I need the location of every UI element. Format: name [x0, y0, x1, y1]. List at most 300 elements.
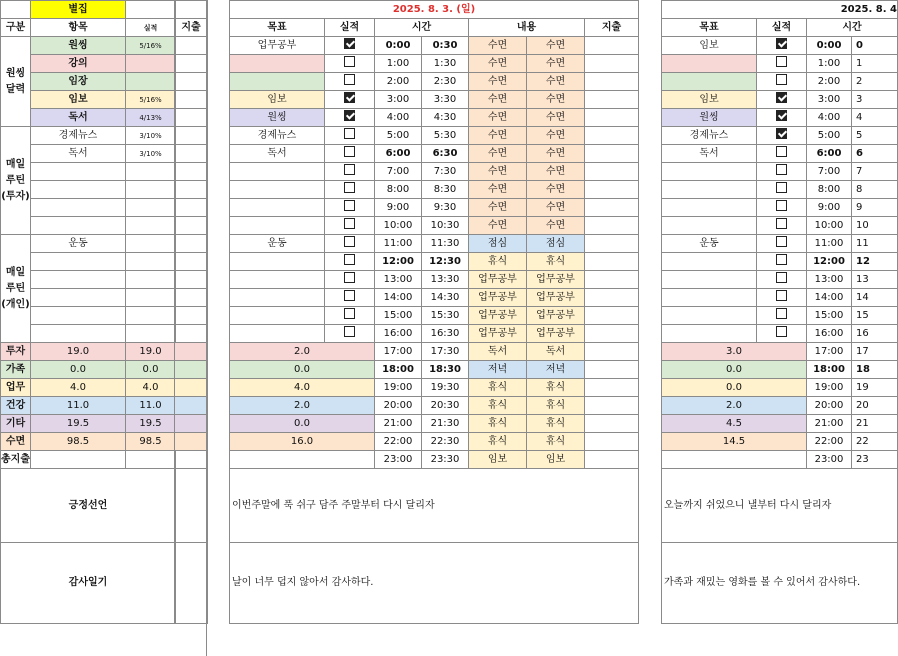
spend-cell[interactable] [585, 289, 639, 307]
content-cell[interactable]: 임보 [527, 451, 585, 469]
goal-cell[interactable]: 운동 [230, 235, 325, 253]
date-title: 2025. 8. 4 [662, 1, 898, 19]
time-half: 14 [852, 289, 898, 307]
content-cell[interactable]: 휴식 [469, 433, 527, 451]
time-start: 4:00 [807, 109, 852, 127]
time-row [230, 433, 639, 451]
summary-actual [126, 451, 176, 469]
unchecked-checkbox-icon[interactable] [776, 326, 787, 337]
goal-cell[interactable] [230, 199, 325, 217]
time-row [230, 235, 639, 253]
item-name[interactable]: 독서 [31, 109, 126, 127]
declaration-row [1, 469, 176, 543]
checked-checkbox-icon[interactable] [776, 128, 787, 139]
time-half: 16 [852, 325, 898, 343]
item-row [1, 37, 176, 55]
col-done: 실적 [325, 19, 375, 37]
content-cell[interactable]: 업무공부 [527, 271, 585, 289]
goal-cell[interactable] [662, 55, 757, 73]
time-start: 13:00 [807, 271, 852, 289]
item-result [126, 73, 176, 91]
category-total: 2.0 [662, 397, 807, 415]
unchecked-checkbox-icon[interactable] [344, 290, 355, 301]
category-total: 4.0 [230, 379, 375, 397]
item-result [126, 325, 176, 343]
content-cell[interactable]: 수면 [469, 91, 527, 109]
goal-cell[interactable]: 임보 [662, 37, 757, 55]
time-start: 18:00 [375, 361, 422, 379]
spend-cell[interactable] [585, 343, 639, 361]
goal-cell[interactable]: 경제뉴스 [662, 127, 757, 145]
goal-cell[interactable]: 업무공부 [230, 37, 325, 55]
content-cell[interactable]: 휴식 [527, 397, 585, 415]
content-cell[interactable]: 업무공부 [469, 289, 527, 307]
time-half: 10:30 [422, 217, 469, 235]
item-result [126, 235, 176, 253]
spend-cell[interactable] [585, 145, 639, 163]
col-goal: 목표 [230, 19, 325, 37]
category-total: 0.0 [662, 379, 807, 397]
content-cell[interactable]: 수면 [527, 55, 585, 73]
unchecked-checkbox-icon[interactable] [344, 74, 355, 85]
content-cell[interactable]: 저녁 [469, 361, 527, 379]
content-cell[interactable]: 수면 [469, 181, 527, 199]
goal-cell[interactable] [662, 163, 757, 181]
time-half: 3 [852, 91, 898, 109]
header-row [230, 19, 639, 37]
time-start: 20:00 [375, 397, 422, 415]
item-row [1, 127, 176, 145]
time-half: 3:30 [422, 91, 469, 109]
time-row [662, 109, 898, 127]
time-start: 7:00 [375, 163, 422, 181]
content-cell[interactable]: 수면 [469, 109, 527, 127]
time-row [230, 289, 639, 307]
spend-cell[interactable] [585, 379, 639, 397]
time-row [662, 343, 898, 361]
unchecked-checkbox-icon[interactable] [776, 56, 787, 67]
spend-cell[interactable] [585, 235, 639, 253]
item-name[interactable] [31, 199, 126, 217]
time-start: 20:00 [807, 397, 852, 415]
content-cell[interactable]: 업무공부 [469, 271, 527, 289]
goal-cell[interactable] [230, 73, 325, 91]
unchecked-checkbox-icon[interactable] [776, 236, 787, 247]
item-result [126, 271, 176, 289]
time-row [662, 181, 898, 199]
done-cell [325, 199, 375, 217]
col-category: 구분 [1, 19, 31, 37]
content-cell[interactable]: 휴식 [469, 253, 527, 271]
summary-panel [0, 0, 176, 624]
item-name[interactable] [31, 289, 126, 307]
item-name[interactable]: 운동 [31, 235, 126, 253]
goal-cell[interactable] [230, 163, 325, 181]
done-cell [325, 253, 375, 271]
time-start: 15:00 [375, 307, 422, 325]
time-row [662, 433, 898, 451]
goal-cell[interactable] [230, 307, 325, 325]
content-cell[interactable]: 휴식 [469, 415, 527, 433]
item-name[interactable] [31, 217, 126, 235]
checked-checkbox-icon[interactable] [344, 110, 355, 121]
content-cell[interactable]: 휴식 [527, 253, 585, 271]
content-cell[interactable]: 수면 [469, 37, 527, 55]
item-name[interactable] [31, 181, 126, 199]
done-cell [325, 55, 375, 73]
col-result: 실적 [126, 19, 176, 37]
spend-cell[interactable] [585, 127, 639, 145]
goal-cell[interactable] [662, 289, 757, 307]
time-start: 5:00 [375, 127, 422, 145]
summary-plan: 19.5 [31, 415, 126, 433]
item-result: 4/13% [126, 109, 176, 127]
time-start: 12:00 [375, 253, 422, 271]
checked-checkbox-icon[interactable] [776, 92, 787, 103]
gratitude-text[interactable]: 가족과 재밌는 영화를 볼 수 있어서 감사하다. [662, 543, 898, 624]
goal-cell[interactable]: 독서 [662, 145, 757, 163]
time-row [230, 163, 639, 181]
content-cell[interactable]: 수면 [527, 181, 585, 199]
time-row [230, 271, 639, 289]
time-row [230, 343, 639, 361]
spend-cell[interactable] [585, 415, 639, 433]
item-name[interactable]: 임보 [31, 91, 126, 109]
content-cell[interactable]: 수면 [469, 55, 527, 73]
item-result [126, 307, 176, 325]
time-row [230, 325, 639, 343]
time-row [230, 55, 639, 73]
time-row [662, 37, 898, 55]
content-cell[interactable]: 독서 [527, 343, 585, 361]
content-cell[interactable]: 독서 [469, 343, 527, 361]
time-start: 14:00 [375, 289, 422, 307]
spend-cell[interactable] [585, 199, 639, 217]
unchecked-checkbox-icon[interactable] [344, 182, 355, 193]
item-name[interactable]: 경제뉴스 [31, 127, 126, 145]
time-start: 3:00 [807, 91, 852, 109]
time-half: 8 [852, 181, 898, 199]
content-cell[interactable]: 수면 [469, 145, 527, 163]
spend-cell[interactable] [585, 325, 639, 343]
done-cell [757, 55, 807, 73]
time-start: 21:00 [807, 415, 852, 433]
item-result [126, 217, 176, 235]
frozen-divider [206, 0, 207, 656]
goal-cell[interactable] [662, 181, 757, 199]
content-cell[interactable]: 업무공부 [527, 307, 585, 325]
content-cell[interactable]: 업무공부 [469, 307, 527, 325]
item-result [126, 289, 176, 307]
time-start: 23:00 [375, 451, 422, 469]
checked-checkbox-icon[interactable] [344, 38, 355, 49]
summary-plan: 98.5 [31, 433, 126, 451]
spend-cell[interactable] [585, 73, 639, 91]
goal-cell[interactable] [662, 253, 757, 271]
declaration-text[interactable]: 이번주말에 푹 쉬구 담주 주말부터 다시 달리자 [230, 469, 639, 543]
done-cell [757, 289, 807, 307]
goal-cell[interactable] [230, 217, 325, 235]
summary-actual: 19.5 [126, 415, 176, 433]
content-cell[interactable]: 휴식 [469, 397, 527, 415]
spend-cell[interactable] [585, 37, 639, 55]
unchecked-checkbox-icon[interactable] [344, 200, 355, 211]
content-cell[interactable]: 수면 [527, 127, 585, 145]
declaration-row [230, 469, 639, 543]
item-name[interactable]: 독서 [31, 145, 126, 163]
time-start: 0:00 [375, 37, 422, 55]
goal-cell[interactable] [662, 217, 757, 235]
done-cell [325, 325, 375, 343]
spend-cell[interactable] [585, 181, 639, 199]
spend-cell[interactable] [585, 217, 639, 235]
spend-cell[interactable] [585, 55, 639, 73]
unchecked-checkbox-icon[interactable] [776, 182, 787, 193]
unchecked-checkbox-icon[interactable] [344, 272, 355, 283]
time-half: 17 [852, 343, 898, 361]
gratitude-text[interactable]: 날이 너무 덥지 않아서 감사하다. [230, 543, 639, 624]
goal-cell[interactable] [662, 73, 757, 91]
time-half: 8:30 [422, 181, 469, 199]
done-cell [757, 127, 807, 145]
content-cell[interactable]: 업무공부 [469, 325, 527, 343]
content-cell[interactable]: 임보 [469, 451, 527, 469]
time-row [662, 91, 898, 109]
unchecked-checkbox-icon[interactable] [776, 200, 787, 211]
category-total: 0.0 [230, 415, 375, 433]
content-cell[interactable]: 점심 [527, 235, 585, 253]
done-cell [325, 217, 375, 235]
item-name[interactable] [31, 271, 126, 289]
goal-cell[interactable] [230, 325, 325, 343]
time-half: 0 [852, 37, 898, 55]
goal-cell[interactable]: 독서 [230, 145, 325, 163]
content-cell[interactable]: 점심 [469, 235, 527, 253]
time-half: 11 [852, 235, 898, 253]
content-cell[interactable]: 휴식 [527, 379, 585, 397]
goal-cell[interactable]: 운동 [662, 235, 757, 253]
unchecked-checkbox-icon[interactable] [776, 308, 787, 319]
content-cell[interactable]: 수면 [527, 217, 585, 235]
unchecked-checkbox-icon[interactable] [776, 74, 787, 85]
unchecked-checkbox-icon[interactable] [344, 308, 355, 319]
spend-cell[interactable] [585, 253, 639, 271]
unchecked-checkbox-icon[interactable] [776, 272, 787, 283]
time-half: 11:30 [422, 235, 469, 253]
content-cell[interactable]: 수면 [527, 109, 585, 127]
summary-row [1, 397, 176, 415]
time-half: 15 [852, 307, 898, 325]
goal-cell[interactable]: 원씽 [662, 109, 757, 127]
item-name[interactable] [31, 307, 126, 325]
item-name[interactable]: 강의 [31, 55, 126, 73]
goal-cell[interactable] [230, 289, 325, 307]
unchecked-checkbox-icon[interactable] [344, 218, 355, 229]
group-personal: 매일 루틴 (개인) [1, 235, 31, 343]
done-cell [325, 307, 375, 325]
time-start: 17:00 [375, 343, 422, 361]
summary-label: 총지출 [1, 451, 31, 469]
content-cell[interactable]: 수면 [527, 199, 585, 217]
goal-cell[interactable] [662, 271, 757, 289]
time-half: 23:30 [422, 451, 469, 469]
goal-cell[interactable] [662, 199, 757, 217]
unchecked-checkbox-icon[interactable] [344, 254, 355, 265]
time-start: 9:00 [375, 199, 422, 217]
summary-row [1, 433, 176, 451]
unchecked-checkbox-icon[interactable] [776, 290, 787, 301]
summary-plan: 19.0 [31, 343, 126, 361]
goal-cell[interactable]: 원씽 [230, 109, 325, 127]
spend-cell[interactable] [585, 433, 639, 451]
summary-plan: 11.0 [31, 397, 126, 415]
content-cell[interactable]: 수면 [527, 145, 585, 163]
time-start: 15:00 [807, 307, 852, 325]
goal-cell[interactable]: 임보 [230, 91, 325, 109]
item-name[interactable]: 임장 [31, 73, 126, 91]
time-row [662, 199, 898, 217]
time-start: 4:00 [375, 109, 422, 127]
content-cell[interactable]: 수면 [469, 217, 527, 235]
time-half: 5 [852, 127, 898, 145]
time-half: 18:30 [422, 361, 469, 379]
content-cell[interactable]: 수면 [469, 127, 527, 145]
declaration-label: 긍정선언 [1, 469, 176, 543]
unchecked-checkbox-icon[interactable] [344, 236, 355, 247]
time-start: 21:00 [375, 415, 422, 433]
sheet-title[interactable]: 별집 [31, 1, 126, 19]
spend-cell[interactable] [585, 109, 639, 127]
content-cell[interactable]: 저녁 [527, 361, 585, 379]
time-row [230, 91, 639, 109]
content-cell[interactable]: 휴식 [469, 379, 527, 397]
unchecked-checkbox-icon[interactable] [776, 164, 787, 175]
goal-cell[interactable] [230, 271, 325, 289]
spend-cell[interactable] [585, 451, 639, 469]
spend-cell[interactable] [585, 91, 639, 109]
time-half: 19 [852, 379, 898, 397]
time-row [662, 253, 898, 271]
done-cell [325, 73, 375, 91]
time-start: 18:00 [807, 361, 852, 379]
content-cell[interactable]: 수면 [469, 73, 527, 91]
group-onething: 원씽 달력 [1, 37, 31, 127]
item-result [126, 253, 176, 271]
done-cell [325, 127, 375, 145]
spend-cell[interactable] [585, 163, 639, 181]
checked-checkbox-icon[interactable] [776, 38, 787, 49]
title-row [1, 1, 176, 19]
item-result: 5/16% [126, 91, 176, 109]
content-cell[interactable]: 수면 [527, 73, 585, 91]
item-name[interactable] [31, 163, 126, 181]
time-start: 17:00 [807, 343, 852, 361]
done-cell [757, 253, 807, 271]
item-name[interactable] [31, 325, 126, 343]
done-cell [757, 235, 807, 253]
item-name[interactable] [31, 253, 126, 271]
spend-cell[interactable] [585, 307, 639, 325]
content-cell[interactable]: 업무공부 [527, 325, 585, 343]
content-cell[interactable]: 수면 [527, 163, 585, 181]
time-half: 6 [852, 145, 898, 163]
item-name[interactable]: 원씽 [31, 37, 126, 55]
time-half: 17:30 [422, 343, 469, 361]
content-cell[interactable]: 수면 [527, 37, 585, 55]
spend-cell[interactable] [585, 271, 639, 289]
time-start: 10:00 [807, 217, 852, 235]
content-cell[interactable]: 수면 [527, 91, 585, 109]
content-cell[interactable]: 수면 [469, 199, 527, 217]
unchecked-checkbox-icon[interactable] [344, 164, 355, 175]
time-half: 0:30 [422, 37, 469, 55]
item-result [126, 55, 176, 73]
summary-label: 가족 [1, 361, 31, 379]
summary-row [1, 379, 176, 397]
unchecked-checkbox-icon[interactable] [776, 254, 787, 265]
gratitude-label: 감사일기 [1, 543, 176, 624]
time-start: 9:00 [807, 199, 852, 217]
spend-cell[interactable] [585, 361, 639, 379]
done-cell [757, 271, 807, 289]
goal-cell[interactable]: 경제뉴스 [230, 127, 325, 145]
done-cell [757, 109, 807, 127]
time-half: 5:30 [422, 127, 469, 145]
unchecked-checkbox-icon[interactable] [776, 146, 787, 157]
content-cell[interactable]: 업무공부 [527, 289, 585, 307]
time-row [230, 73, 639, 91]
goal-cell[interactable] [230, 181, 325, 199]
col-spend: 지출 [175, 19, 208, 37]
time-row [662, 271, 898, 289]
time-half: 1 [852, 55, 898, 73]
goal-cell[interactable] [662, 325, 757, 343]
checked-checkbox-icon[interactable] [776, 110, 787, 121]
goal-cell[interactable] [230, 55, 325, 73]
goal-cell[interactable] [230, 253, 325, 271]
unchecked-checkbox-icon[interactable] [776, 218, 787, 229]
done-cell [757, 217, 807, 235]
unchecked-checkbox-icon[interactable] [344, 146, 355, 157]
summary-row [1, 361, 176, 379]
checked-checkbox-icon[interactable] [344, 92, 355, 103]
time-row [662, 217, 898, 235]
summary-label: 수면 [1, 433, 31, 451]
time-half: 20:30 [422, 397, 469, 415]
day-panel-aug3 [229, 0, 639, 624]
time-half: 18 [852, 361, 898, 379]
content-cell[interactable]: 휴식 [527, 433, 585, 451]
unchecked-checkbox-icon[interactable] [344, 326, 355, 337]
declaration-text[interactable]: 오늘까지 쉬었으니 낼부터 다시 달리자 [662, 469, 898, 543]
time-start: 13:00 [375, 271, 422, 289]
content-cell[interactable]: 수면 [469, 163, 527, 181]
done-cell [325, 181, 375, 199]
summary-row [1, 343, 176, 361]
category-total: 4.5 [662, 415, 807, 433]
unchecked-checkbox-icon[interactable] [344, 56, 355, 67]
goal-cell[interactable]: 임보 [662, 91, 757, 109]
content-cell[interactable]: 휴식 [527, 415, 585, 433]
goal-cell[interactable] [662, 307, 757, 325]
time-half: 23 [852, 451, 898, 469]
time-start: 6:00 [807, 145, 852, 163]
time-row [230, 253, 639, 271]
unchecked-checkbox-icon[interactable] [344, 128, 355, 139]
time-row [230, 361, 639, 379]
spend-cell[interactable] [585, 397, 639, 415]
done-cell [325, 271, 375, 289]
